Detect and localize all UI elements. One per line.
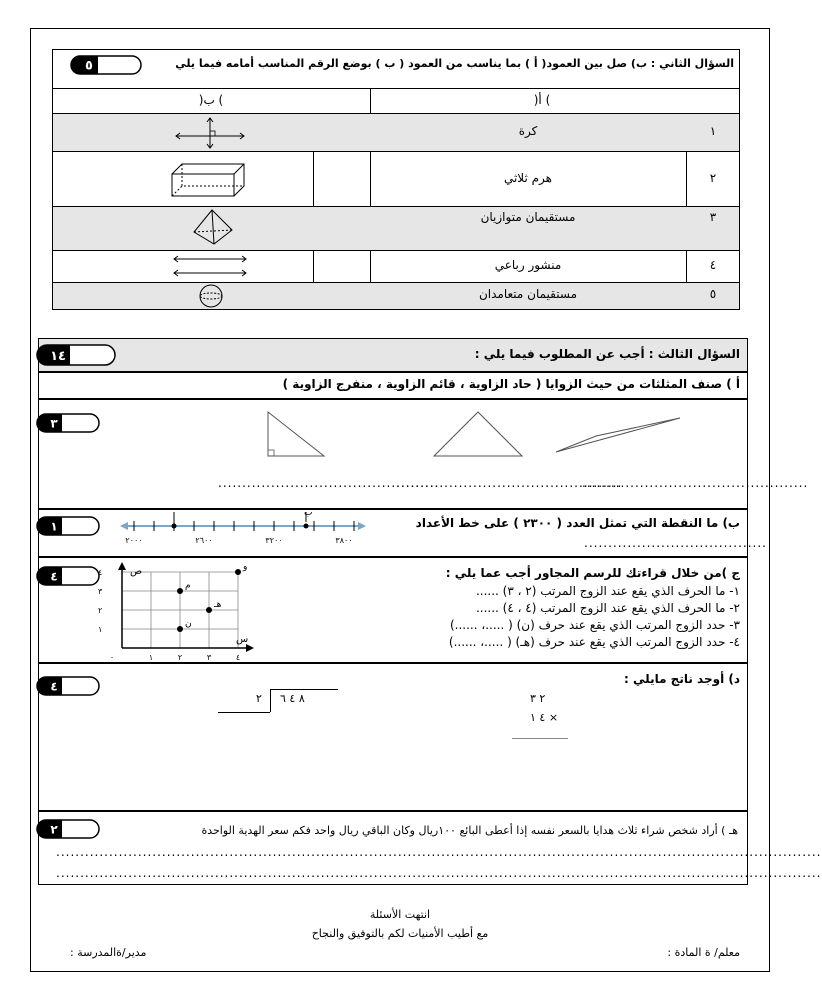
triangular-pyramid-icon [190,208,236,248]
multiplication-top: ٢ ٣ [530,692,546,705]
division-divisor: ٢ [256,692,262,705]
obtuse-triangle-icon [556,418,680,452]
grid-point [206,607,212,613]
x-tick-label: ٢ [177,653,183,662]
division-dividend: ٨ ٤ ٦ [280,692,305,705]
grid-point-label: و [243,562,248,572]
score-value: ٢ [50,822,58,837]
row-number: ١ [709,124,717,138]
y-axis-label: ص [130,566,143,577]
row-number: ٥ [709,287,717,301]
row-text: هرم ثلاثي [503,171,553,185]
origin-label: ٠ [109,653,115,662]
part-c-item: ١- ما الحرف الذي يقع عند الزوج المرتب (٢ ، ٣) ...... [475,584,740,598]
score-value: ٣ [50,416,58,431]
score-value: ٤ [50,679,58,694]
y-tick-label: ١ [98,625,103,634]
row-text: كرة [518,124,538,138]
triangles-figure [260,408,740,460]
row-text: مستقيمان متوازيان [480,210,576,224]
score-pill [70,55,142,75]
score-pill [36,819,100,839]
score-pill [36,413,100,433]
tick-label: ٣٢٠٠ [265,536,283,545]
answer-line[interactable]: ............................................................................................................................................................... [56,845,822,859]
part-e-text: هـ ) أراد شخص شراء ثلاث هدايا بالسعر نفسه إذا أعطى البائع ١٠٠ريال وكان الباقي ريال واحد فكم سعر الهدية الواحدة [201,824,738,837]
row-text: مستقيمان متعامدان [478,287,578,301]
part-b-text: ب) ما النقطة التي تمثل العدد ( ٢٣٠٠ ) على خط الأعداد [415,516,740,530]
question-2-title: السؤال الثاني : ب) صل بين العمود( أ ) بما يناسب من العمود ( ب ) بوضع الرقم المناسب أمامه فيما يلي [175,57,734,70]
part-c-title: ج )من خلال قراءتك للرسم المجاور أجب عما يلي : [445,566,740,580]
answer-blank[interactable]: ............................................... [396,476,623,490]
coordinate-grid [92,562,272,662]
x-tick-label: ٣ [206,653,212,662]
x-tick-label: ٤ [235,653,241,662]
part-c-item: ٢- ما الحرف الذي يقع عند الزوج المرتب (٤ ، ٤) ...... [475,601,740,615]
score-value: ٥ [85,58,93,74]
score-pill [36,676,100,696]
row-text: منشور رباعي [494,258,562,272]
grid-point-label: ن [185,619,192,629]
end-of-questions: انتهت الأسئلة [369,908,431,921]
score-value: ١ [50,519,58,534]
wishes-text: مع أطيب الأمنيات لكم بالتوفيق والنجاح [311,927,489,940]
answer-line[interactable]: ............................................................................................................................................................... [56,866,822,880]
x-tick-label: ١ [148,653,154,662]
parallel-lines-icon [170,252,250,280]
score-pill [36,344,116,366]
part-d-title: د) أوجد ناتج مايلي : [624,672,740,686]
teacher-signature-label: معلم/ ة المادة : [667,946,740,959]
answer-blank[interactable]: .............................................. [218,476,440,490]
score-pill [36,566,103,586]
part-c-item: ٤- حدد الزوج المرتب الذي يقع عند حرف (هـ) ( .....، ......) [448,635,740,649]
grid-point [177,588,183,594]
x-axis-label: س [236,634,249,645]
column-b-header: )ب ( [198,93,224,107]
answer-blank[interactable]: ...................................... [584,536,767,550]
point-label: ب [304,508,313,518]
part-c-item: ٣- حدد الزوج المرتب الذي يقع عند حرف (ن) ( .....، ......) [449,618,740,632]
y-tick-label: ٣ [98,587,103,596]
y-tick-label: ٤ [98,568,103,577]
tick-label: ٢٠٠٠ [125,536,143,545]
y-tick-label: ٢ [98,606,103,615]
column-a-header: )أ ( [533,93,551,107]
grid-point-label: م [185,581,191,591]
score-value: ٤ [50,569,58,584]
principal-signature-label: مدير/ةالمدرسة : [70,946,147,959]
row-number: ٢ [709,171,717,185]
row-number: ٣ [709,210,717,224]
multiplication-bottom: ٤ ١ × [530,711,559,724]
tick-label: ٣٨٠٠ [335,536,353,545]
grid-point-label: هـ [214,600,222,610]
tick-label: ٢٦٠٠ [195,536,213,545]
grid-point [235,569,241,575]
rectangular-prism-icon [168,160,248,200]
right-triangle-icon [268,412,324,456]
number-line [118,508,368,546]
score-value: ١٤ [50,349,66,364]
question-3-title: السؤال الثالث : أجب عن المطلوب فيما يلي : [474,347,740,361]
acute-triangle-icon [434,412,522,456]
score-pill [36,516,100,536]
sphere-icon [193,283,229,309]
row-number: ٤ [709,258,717,272]
perpendicular-lines-icon [170,116,250,150]
part-a-text: أ ) صنف المثلثات من حيث الزوايا ( حاد الزاوية ، قائم الزاوية ، منفرج الزاوية ) [282,377,740,391]
grid-point [177,626,183,632]
answer-blank[interactable]: ............................................... [582,476,809,490]
